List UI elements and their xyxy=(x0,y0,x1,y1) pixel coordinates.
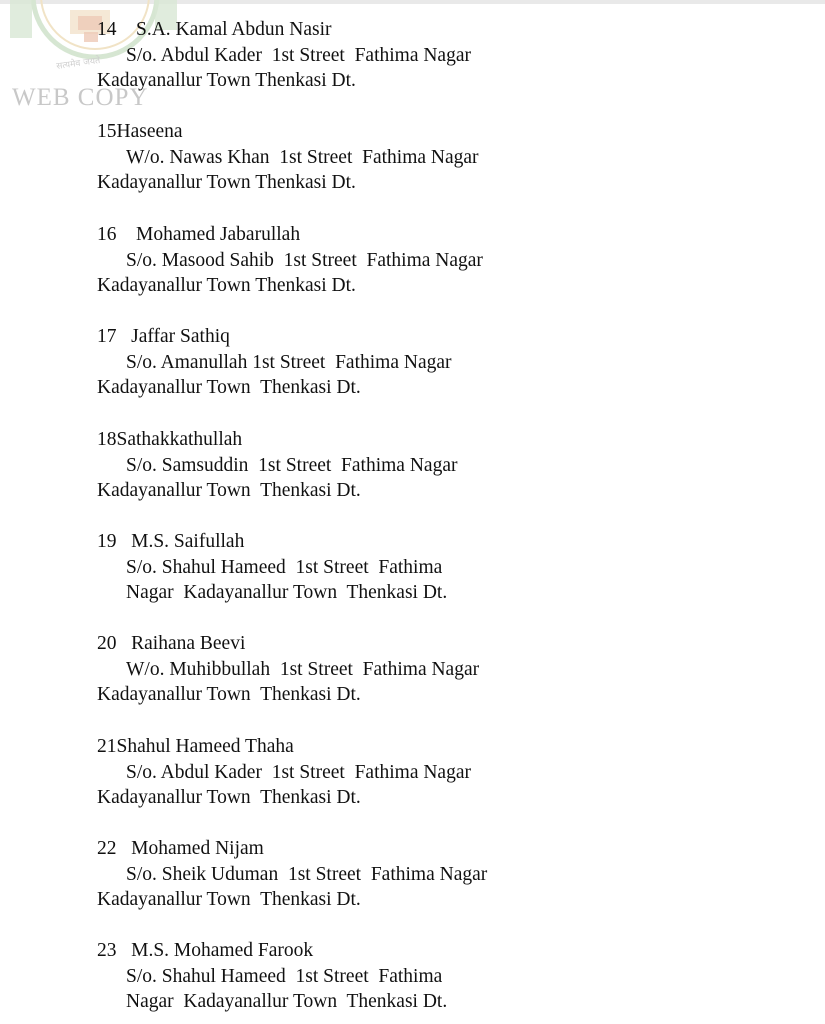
entry-town: Kadayanallur Town Thenkasi Dt. xyxy=(97,70,356,91)
entry-name: 22 Mohamed Nijam xyxy=(97,838,264,859)
entry-name: 21Shahul Hameed Thaha xyxy=(97,736,294,757)
entry-name: 17 Jaffar Sathiq xyxy=(97,326,230,347)
entry-name: 14 S.A. Kamal Abdun Nasir xyxy=(97,19,332,40)
entry-town: Kadayanallur Town Thenkasi Dt. xyxy=(97,889,361,910)
entry-town: Kadayanallur Town Thenkasi Dt. xyxy=(97,480,361,501)
entry-relation-address: W/o. Nawas Khan 1st Street Fathima Nagar xyxy=(126,146,479,168)
entry-town: Nagar Kadayanallur Town Thenkasi Dt. xyxy=(126,991,448,1012)
entry-relation-address: S/o. Sheik Uduman 1st Street Fathima Nagar xyxy=(126,863,488,885)
entry-name: 19 M.S. Saifullah xyxy=(97,531,245,552)
entry-name: 15Haseena xyxy=(97,121,183,142)
entry-town: Kadayanallur Town Thenkasi Dt. xyxy=(97,275,356,296)
entry-town: Nagar Kadayanallur Town Thenkasi Dt. xyxy=(126,582,448,603)
entry-town: Kadayanallur Town Thenkasi Dt. xyxy=(97,787,361,808)
seal-motto: सत्यमेव जयते xyxy=(55,55,101,73)
entry-town: Kadayanallur Town Thenkasi Dt. xyxy=(97,172,356,193)
entry-name: 20 Raihana Beevi xyxy=(97,633,246,654)
entry-relation-address: S/o. Shahul Hameed 1st Street Fathima xyxy=(126,556,443,578)
entry-relation-address: S/o. Masood Sahib 1st Street Fathima Nagar xyxy=(126,249,483,271)
entry-relation-address: S/o. Amanullah 1st Street Fathima Nagar xyxy=(126,351,452,373)
entry-relation-address: S/o. Abdul Kader 1st Street Fathima Nagar xyxy=(126,44,471,66)
entry-town: Kadayanallur Town Thenkasi Dt. xyxy=(97,377,361,398)
entry-name: 16 Mohamed Jabarullah xyxy=(97,224,301,245)
watermark: WEB COPY xyxy=(12,84,149,111)
entry-town: Kadayanallur Town Thenkasi Dt. xyxy=(97,684,361,705)
entry-name: 18Sathakkathullah xyxy=(97,429,243,450)
entry-relation-address: S/o. Shahul Hameed 1st Street Fathima xyxy=(126,965,443,987)
entry-relation-address: S/o. Samsuddin 1st Street Fathima Nagar xyxy=(126,454,458,476)
entry-relation-address: S/o. Abdul Kader 1st Street Fathima Nagar xyxy=(126,761,471,783)
entry-relation-address: W/o. Muhibbullah 1st Street Fathima Nagar xyxy=(126,658,480,680)
entry-name: 23 M.S. Mohamed Farook xyxy=(97,940,314,961)
